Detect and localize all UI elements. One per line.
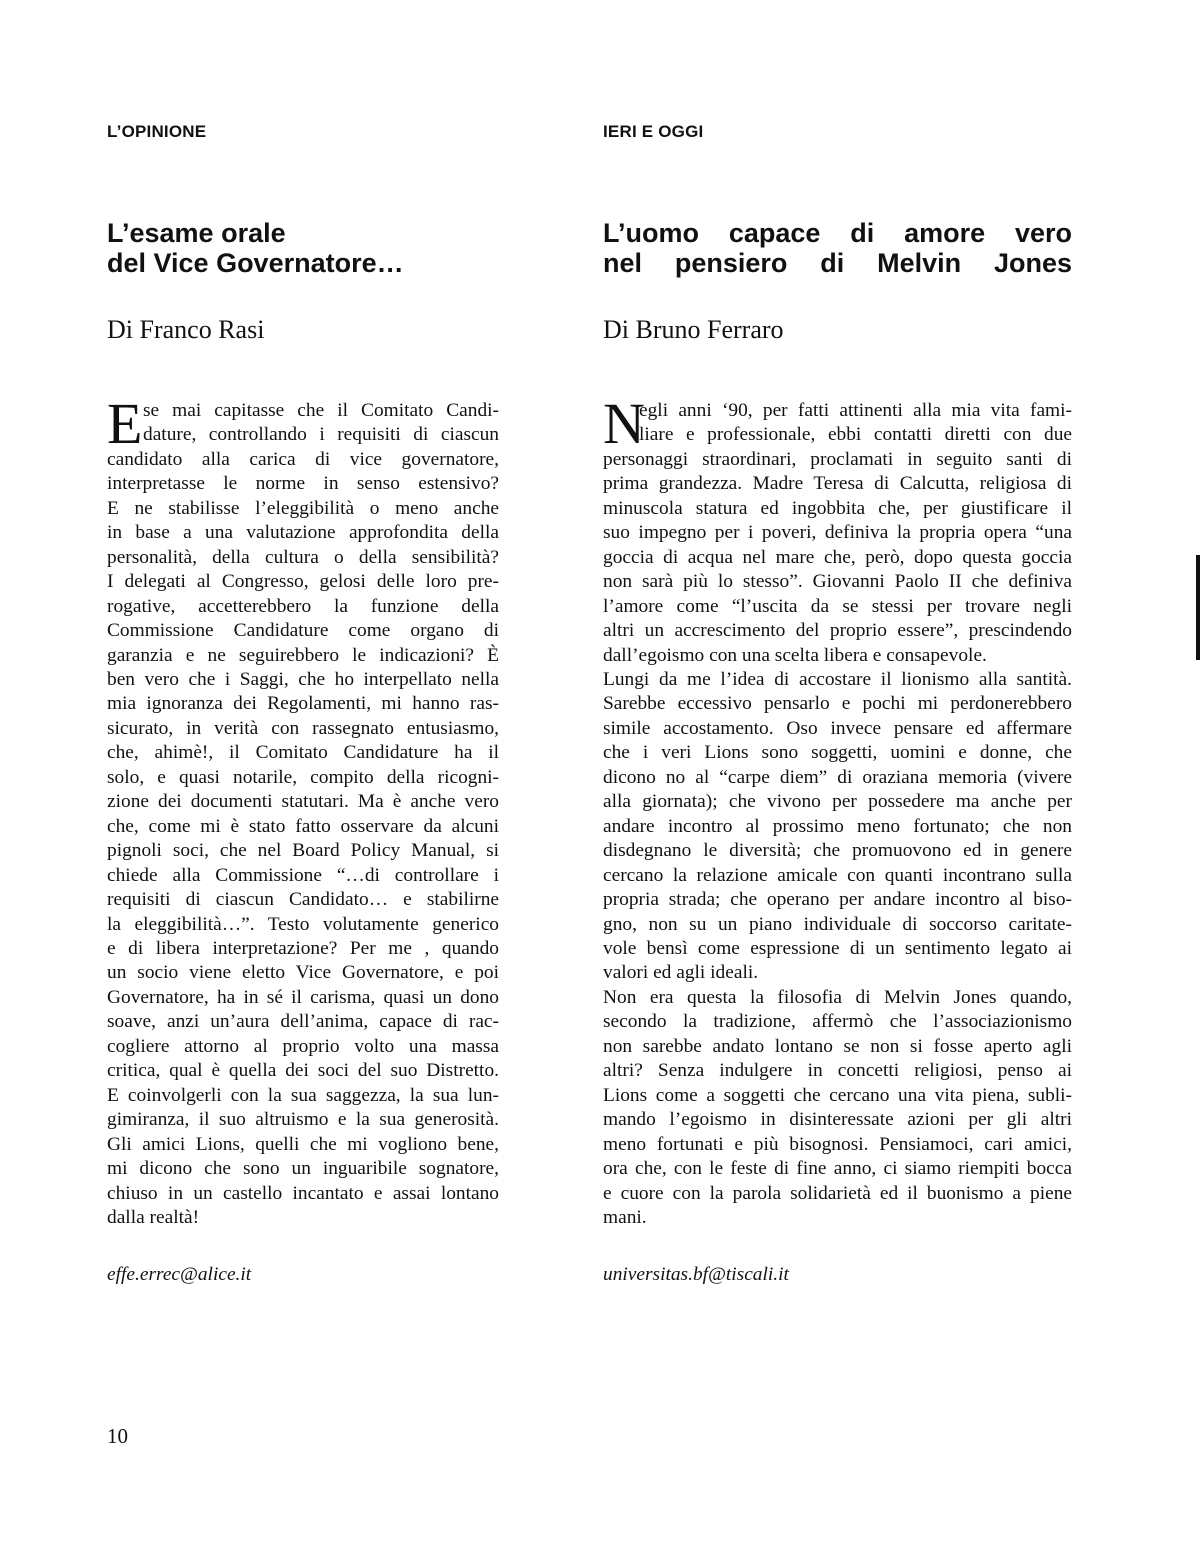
text-line: andare incontro al prossimo meno fortunato; che non [603,815,1072,837]
text-line: che, ahimè!, il Comitato Candidature ha il [107,742,499,764]
paragraph [107,391,499,1230]
text-line: sicurato, in verità con rassegnato entusiasmo, [107,717,499,739]
text-line: vole bensì come espressione di un sentimento legato ai [603,937,1072,959]
text-line: prima grandezza. Madre Teresa di Calcutta, religiosa di [603,473,1072,495]
article-title [107,218,499,278]
text-line: garanzia e ne seguirebbero le indicazioni? È [107,644,499,666]
text-line: non sarà più lo stesso”. Giovanni Paolo II che definiva [603,571,1072,593]
text-line: dicono no al “carpe diem” di oraziana memoria (vivere [603,766,1072,788]
text-line: Sarebbe eccessivo pensarlo e pochi mi perdonerebbero [603,693,1072,715]
text-line: meno fortunati e più bisognosi. Pensiamoci, cari amici, [603,1133,1072,1155]
text-line: e cuore con la parola solidarietà ed il buonismo a piene [603,1182,1072,1204]
drop-cap: E [107,391,143,456]
text-line: che, come mi è stato fatto osservare da alcuni [107,815,499,837]
text-line: E ne stabilisse l’eleggibilità o meno anche [107,497,499,519]
paragraph [603,391,1072,668]
text-line: ben vero che i Saggi, che ho interpellato nella [107,668,499,690]
text-line: altri un accrescimento del proprio essere”, prescindendo [603,620,1072,642]
drop-cap: N [603,391,645,456]
page-number: 10 [107,1424,128,1448]
text-line: Gli amici Lions, quelli che mi vogliono bene, [107,1133,499,1155]
text-line: zione dei documenti statutari. Ma è anche vero [107,791,499,813]
author-email: universitas.bf@tiscali.it [603,1264,789,1285]
text-line: e di libera interpretazione? Per me , quando [107,937,499,959]
text-line: un socio viene eletto Vice Governatore, e poi [107,962,499,984]
text-line: Non era questa la filosofia di Melvin Jones quando, [603,986,1072,1008]
text-line: soave, anzi un’aura dell’anima, capace di rac- [107,1011,499,1033]
title-line: L’uomo capace di amore vero [603,218,1072,248]
text-line: suo impegno per i poveri, definiva la propria opera “una [603,522,1072,544]
text-line: che i veri Lions sono soggetti, uomini e donne, che [603,742,1072,764]
text-line: chiuso in un castello incantato e assai lontano [107,1182,499,1204]
text-line: critica, qual è quella dei soci del suo Distretto. [107,1060,499,1082]
text-line: secondo la tradizione, affermò che l’associazionismo [603,1011,1072,1033]
text-line: mia ignoranza dei Regolamenti, mi hanno ras- [107,693,499,715]
text-line: simile accostamento. Oso invece pensare ed affermare [603,717,1072,739]
text-line: la eleggibilità…”. Testo volutamente generico [107,913,499,935]
text-line: goccia di acqua nel mare che, però, dopo questa goccia [603,546,1072,568]
text-line: gno, non su un piano individuale di soccorso caritate- [603,913,1072,935]
title-line: nel pensiero di Melvin Jones [603,248,1072,278]
text-line: altri? Senza indulgere in concetti religiosi, penso ai [603,1060,1072,1082]
section-label: L’OPINIONE [107,122,207,141]
text-line: interpretasse le norme in senso estensivo? [107,473,499,495]
text-line: propria strada; che operano per andare incontro al biso- [603,889,1072,911]
text-line: requisiti di ciascun Candidato… e stabilirne [107,889,499,911]
text-line: disdegnano le diversità; che promuovono ed in genere [603,840,1072,862]
text-line: candidato alla carica di vice governatore, [107,448,499,470]
text-line: I delegati al Congresso, gelosi delle loro pre- [107,571,499,593]
text-line: cercano la relazione amicale con quanti incontrano sulla [603,864,1072,886]
text-line: egli anni ‘90, per fatti attinenti alla mia vita fami- [639,400,1072,421]
text-line: se mai capitasse che il Comitato Candi- [143,400,499,421]
title-line: L’esame orale [107,218,286,248]
text-line: personalità, della cultura o della sensibilità? [107,546,499,568]
author-email: effe.errec@alice.it [107,1264,252,1285]
text-line: Lions come a soggetti che cercano una vita piena, subli- [603,1084,1072,1106]
text-line: solo, e quasi notarile, compito della ricogni- [107,766,499,788]
text-line: Governatore, ha in sé il carisma, quasi un dono [107,986,499,1008]
text-line: ora che, con le feste di fine anno, ci siamo riempiti bocca [603,1158,1072,1180]
text-line: alla giornata); che vivono per possedere ma anche per [603,791,1072,813]
byline: Di Franco Rasi [107,315,265,344]
byline: Di Bruno Ferraro [603,315,784,344]
title-line: del Vice Governatore… [107,248,404,278]
text-line: dall’egoismo con una scelta libera e consapevole. [603,644,987,666]
text-line: pignoli soci, che nel Board Policy Manual, si [107,840,499,862]
article-body [107,391,499,1230]
text-line: cogliere attorno al proprio volto una massa [107,1035,499,1057]
text-line: in base a una valutazione approfondita della [107,522,499,544]
text-line: E coinvolgerli con la sua saggezza, la sua lun- [107,1084,499,1106]
text-line: chiede alla Commissione “…di controllare i [107,864,499,886]
text-line: mando l’egoismo in disinteressate azioni per gli altri [603,1109,1072,1131]
text-line: mi dicono che sono un inguaribile sognatore, [107,1158,499,1180]
text-line: gimiranza, il suo altruismo e la sua generosità. [107,1109,499,1131]
section-label: IERI E OGGI [603,122,704,141]
paragraph [603,986,1072,1231]
text-line: valori ed agli ideali. [603,962,759,984]
page-edge-mark [1196,555,1200,660]
text-line: dalla realtà! [107,1206,200,1228]
article-body [603,391,1072,1230]
text-line: Lungi da me l’idea di accostare il lionismo alla santità. [603,668,1072,690]
text-line: Commissione Candidature come organo di [107,620,499,642]
text-line: rogative, accetterebbero la funzione della [107,595,499,617]
text-line: non sarebbe andato lontano se non si fosse aperto agli [603,1035,1072,1057]
text-line: l’amore come “l’uscita da se stessi per trovare negli [603,595,1072,617]
text-line: liare e professionale, ebbi contatti diretti con due [639,424,1072,446]
text-line: personaggi straordinari, proclamati in seguito santi di [603,448,1072,470]
article-title [603,218,1072,278]
text-line: minuscola statura ed ingobbita che, per giustificare il [603,497,1072,519]
text-line: dature, controllando i requisiti di ciascun [143,424,499,446]
text-line: mani. [603,1206,647,1228]
paragraph [603,668,1072,986]
